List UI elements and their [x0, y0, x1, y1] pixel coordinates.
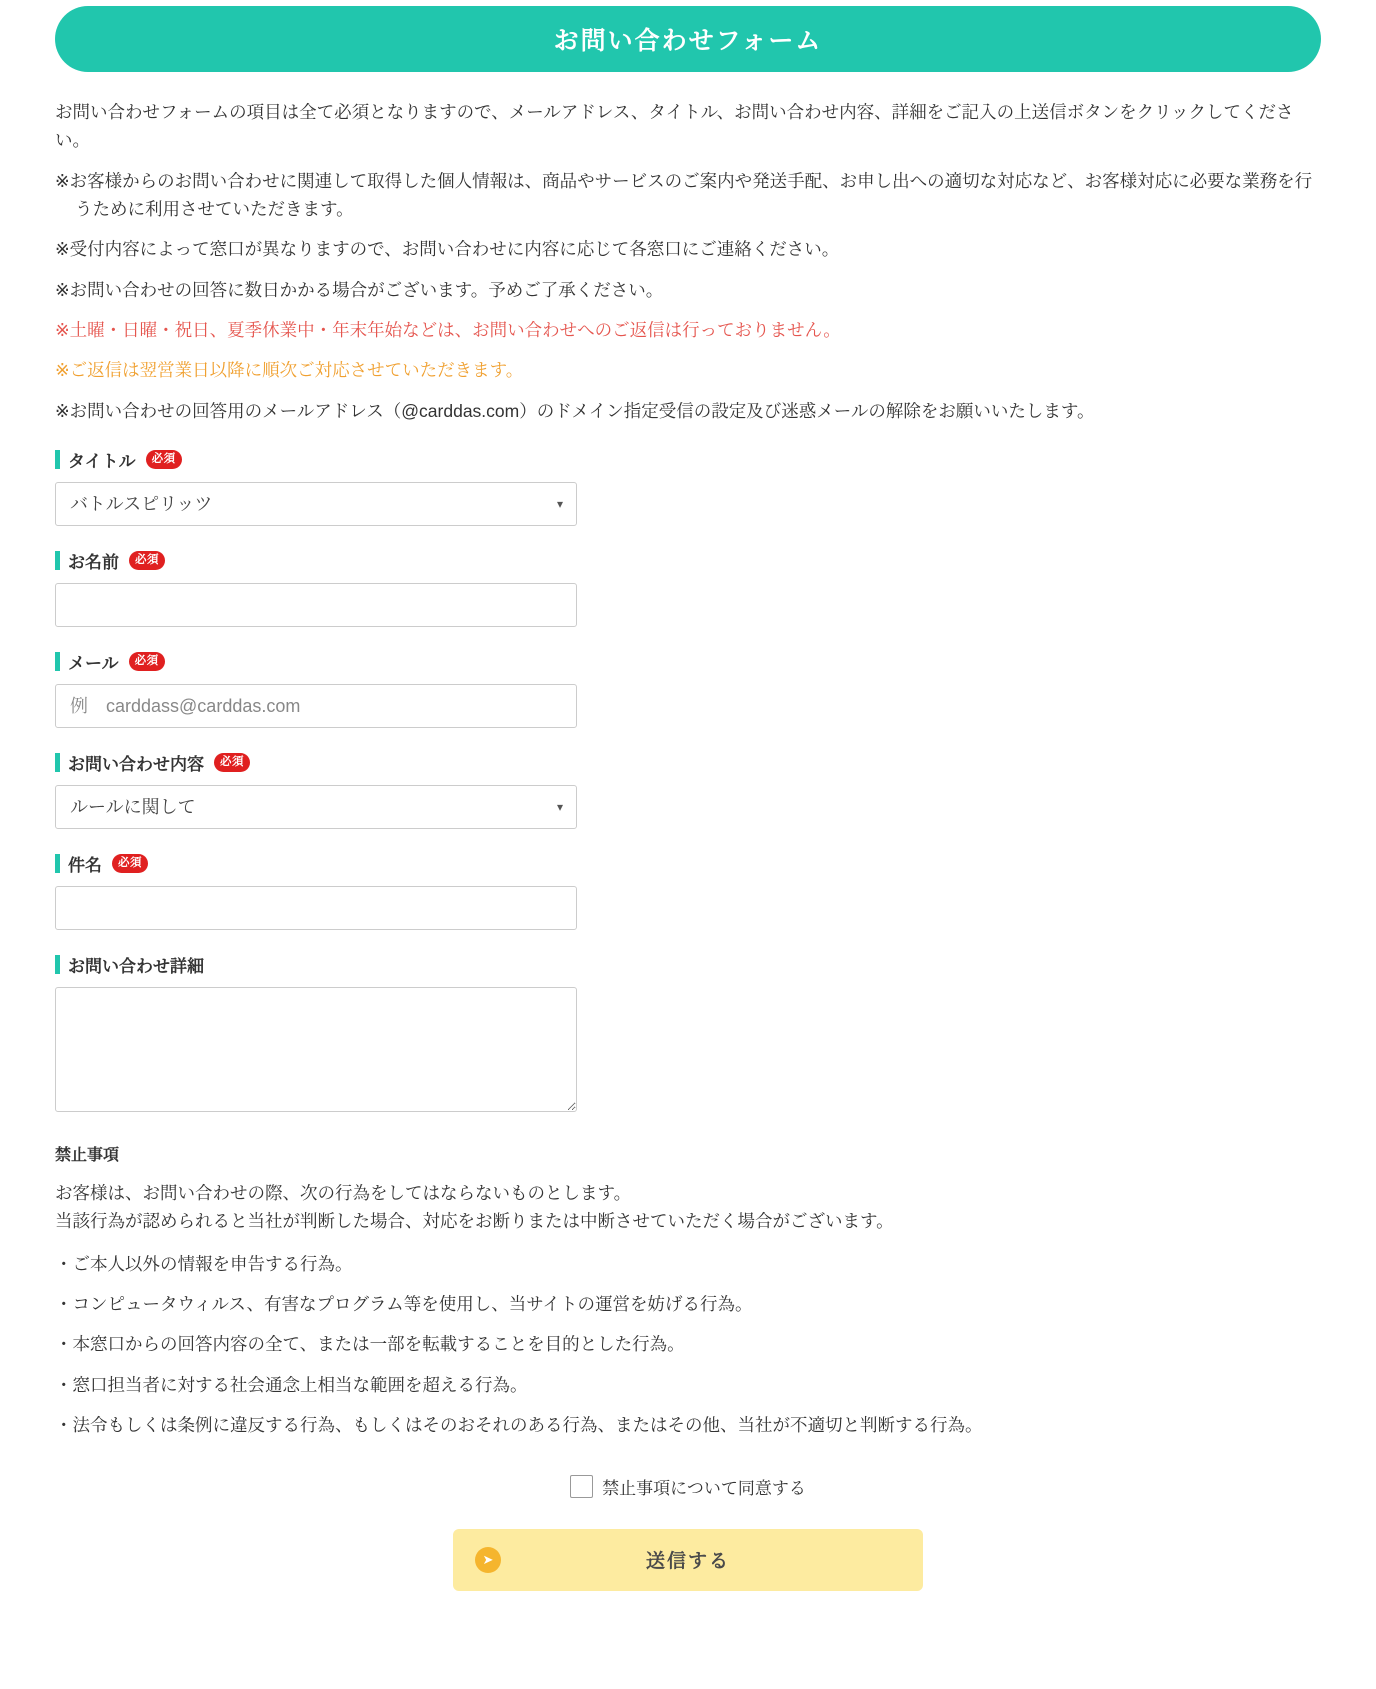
- field-title-label-row: [55, 447, 1321, 472]
- required-badge: 必須: [129, 551, 165, 571]
- agreement-label: 禁止事項について同意する: [602, 1478, 806, 1498]
- field-inquiry-type-label: お問い合わせ内容: [68, 755, 204, 775]
- list-item: ・本窓口からの回答内容の全て、または一部を転載することを目的とした行為。: [55, 1334, 685, 1355]
- intro-note-4: ※お問い合わせの回答用のメールアドレス（@carddas.com）のドメイン指定受信の設定及び迷惑メールの解除をお願いいたします。: [55, 400, 1095, 421]
- email-input[interactable]: [55, 684, 577, 728]
- field-details-label: お問い合わせ詳細: [68, 957, 204, 977]
- submit-wrap: [55, 1529, 1321, 1591]
- prohibited-body-line-2: 当該行為が認められると当社が判断した場合、対応をお断りまたは中断させていただく場合がございます。: [55, 1211, 894, 1232]
- field-email-label: メール: [68, 654, 119, 674]
- field-name-label: お名前: [68, 553, 119, 573]
- intro-warning-reply: ※ご返信は翌営業日以降に順次ご対応させていただきます。: [55, 360, 524, 381]
- subject-input[interactable]: [55, 886, 577, 930]
- field-inquiry-type-label-row: [55, 750, 1321, 775]
- intro-note-3: ※お問い合わせの回答に数日かかる場合がございます。予めご了承ください。: [55, 279, 664, 300]
- title-select-wrap: [55, 482, 577, 526]
- label-accent-bar: [55, 753, 60, 772]
- prohibited-section: [55, 1142, 1321, 1439]
- field-name: [55, 548, 1321, 627]
- field-name-label-row: [55, 548, 1321, 573]
- prohibited-title: 禁止事項: [55, 1147, 120, 1165]
- label-accent-bar: [55, 854, 60, 873]
- label-accent-bar: [55, 652, 60, 671]
- submit-button-label: 送信する: [645, 1551, 730, 1572]
- field-details: [55, 952, 1321, 1112]
- field-title: [55, 447, 1321, 526]
- page-title: お問い合わせフォーム: [55, 6, 1321, 72]
- required-badge: 必須: [112, 854, 148, 874]
- label-accent-bar: [55, 450, 60, 469]
- label-accent-bar: [55, 955, 60, 974]
- prohibited-body-line-1: お客様は、お問い合わせの際、次の行為をしてはならないものとします。: [55, 1183, 632, 1204]
- list-item: ・法令もしくは条例に違反する行為、もしくはそのおそれのある行為、またはその他、当社が不適切と判断する行為。: [55, 1415, 983, 1436]
- required-badge: 必須: [214, 753, 250, 773]
- list-item: ・ご本人以外の情報を申告する行為。: [55, 1253, 353, 1274]
- details-textarea[interactable]: [55, 987, 577, 1112]
- field-email-label-row: [55, 649, 1321, 674]
- intro-warning-holidays: ※土曜・日曜・祝日、夏季休業中・年末年始などは、お問い合わせへのご返信は行っておりません。: [55, 320, 841, 341]
- submit-button[interactable]: [453, 1529, 923, 1591]
- intro-note-2: ※受付内容によって窓口が異なりますので、お問い合わせに内容に応じて各窓口にご連絡ください。: [55, 239, 840, 260]
- field-details-label-row: [55, 952, 1321, 977]
- contact-form-page: [0, 6, 1376, 1591]
- prohibited-list: [55, 1250, 1321, 1440]
- inquiry-type-select[interactable]: [55, 785, 577, 829]
- intro-note-1: ※お客様からのお問い合わせに関連して取得した個人情報は、商品やサービスのご案内や発送手配、お申し出への適切な対応など、お客様対応に必要な業務を行うために利用させていただきます。: [55, 170, 1313, 220]
- field-subject: [55, 851, 1321, 930]
- chevron-down-icon: ▾: [556, 800, 563, 815]
- chevron-down-icon: ▾: [556, 497, 563, 512]
- list-item: ・窓口担当者に対する社会通念上相当な範囲を超える行為。: [55, 1374, 528, 1395]
- field-title-label: タイトル: [68, 452, 136, 472]
- label-accent-bar: [55, 551, 60, 570]
- field-email: [55, 649, 1321, 728]
- required-badge: 必須: [146, 450, 182, 470]
- intro-text-block: [55, 98, 1321, 425]
- intro-lead: お問い合わせフォームの項目は全て必須となりますので、メールアドレス、タイトル、お問い合わせ内容、詳細をご記入の上送信ボタンをクリックしてください。: [55, 102, 1294, 151]
- prohibited-body: [55, 1179, 1321, 1236]
- field-subject-label: 件名: [68, 856, 102, 876]
- agreement-row[interactable]: [55, 1474, 1321, 1499]
- inquiry-type-select-wrap: [55, 785, 577, 829]
- title-select[interactable]: [55, 482, 577, 526]
- list-item: ・コンピュータウィルス、有害なプログラム等を使用し、当サイトの運営を妨げる行為。: [55, 1294, 753, 1315]
- required-badge: 必須: [129, 652, 165, 672]
- field-inquiry-type: [55, 750, 1321, 829]
- name-input[interactable]: [55, 583, 577, 627]
- field-subject-label-row: [55, 851, 1321, 876]
- arrow-right-circle-icon: ➤: [475, 1547, 501, 1573]
- agreement-checkbox[interactable]: [570, 1475, 593, 1498]
